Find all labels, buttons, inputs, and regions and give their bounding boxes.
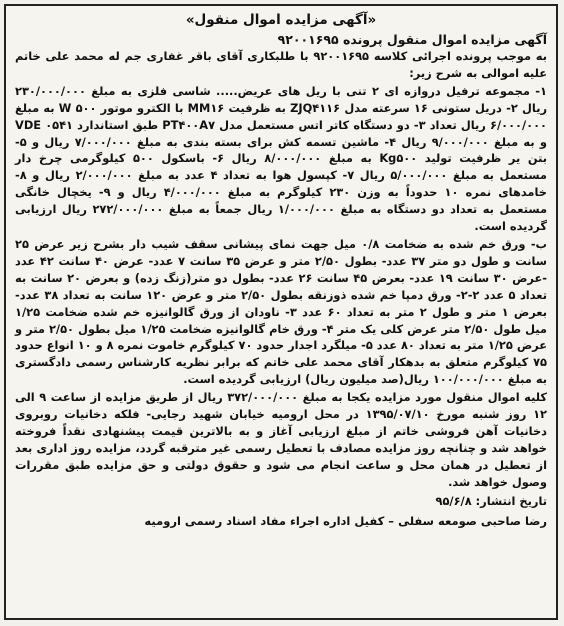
intro-paragraph: به موجب پرونده اجرائی کلاسه ۹۲۰۰۱۶۹۵ با طلبکاری آقای باقر غفاری جم له محمد علی خاتم علیه اموالی به شرح زیر: <box>15 49 547 80</box>
section-1-paragraph: ۱- مجموعه ترفیل دروازه ای ۲ تنی با ریل های عریض..... شاسی فلزی به مبلغ ۲۳۰/۰۰۰/۰۰۰ ریال ۲- دریل ستونی ۱۶ سرعته مدل ZJQ۴۱۱۶ به ظرفیت MM۱۶ با الکترو موتور ۵۰۰ W به مبلغ ۶/۰۰۰/۰۰۰ ریال تعداد ۳- دو دستگاه کاتر اتس مستعمل مدل PT۴۰۰A۷ طبق استاندارد VDE ۰۵۴۱ و به مبلغ ۹/۰۰۰/۰۰۰ ریال ۴- ماشین تسمه کش برای بسته بندی به مبلغ ۷/۰۰۰/۰۰۰ ریال و ۵- بتن یر ظرفیت تولید Kg۵۰۰ به مبلغ ۸/۰۰۰/۰۰۰ ریال ۶- باسکول ۵۰۰ کیلوگرمی چرخ دار مستعمل به مبلغ ۵/۰۰۰/۰۰۰ ریال ۷- کپسول هوا به تعداد ۴ عدد به مبلغ ۲/۰۰۰/۰۰۰ ریال و ۸- خامدهای نمره ۱۰ حدوداً به وزن ۲۳۰ کیلوگرم به مبلغ ۴/۰۰۰/۰۰۰ ریال و ۹- یخچال خانگی مستعمل به تعداد دو دستگاه به مبلغ ۱/۰۰۰/۰۰۰ ریال جمعاً به مبلغ ۲۷۲/۰۰۰/۰۰۰ ریال ارزیابی گردیده است. <box>15 83 548 234</box>
section-b-paragraph: ب- ورق خم شده به ضخامت ۰/۸ میل جهت نمای پیشانی سقف شیب دار بشرح زیر عرض ۲۵ سانت و طول دو متر ۳۷ عدد- بطول ۲/۵۰ متر و عرض ۳۵ سانت ۷ عدد- عرض ۴۰ سانت ۴۲ عدد -عرض ۳۰ سانت ۱۹ عدد- بعرض ۴۵ سانت ۲۶ عدد- بطول دو متر(زنگ زده) و بعرض ۲۰ سانت به تعداد ۵ عدد ۲-۲- ورق دمپا خم شده ذوزنقه بطول ۲/۵۰ متر و عرض ۱۲۰ سانت به تعداد ۳۸ عدد- بعرض ۱ متر و طول ۲ متر به تعداد ۶۰ عدد ۳- ناودان از ورق گالوانیزه خم شده ضخامت ۱/۲۵ میل طول ۲/۵۰ متر عرض کلی یک متر ۴- ورق خام گالوانیزه ضخامت ۱/۲۵ میل بطول ۲/۵۰ متر و عرض ۱/۲۵ متر به تعداد ۸۰ عدد ۵- میلگرد اجدار حدود ۷۰ کیلوگرم خاموت نمره ۸ و ۱۰ انواع حدود ۷۵ کیلوگرم متعلق به بدهکار آقای محمد علی خاتم که برابر نظریه کارشناس رسمی دادگستری به مبلغ ۱۰۰/۰۰۰/۰۰۰ ریال(صد میلیون ریال) ارزیابی گردیده است. <box>15 236 548 387</box>
notice-title: «آگهی مزایده اموال منقول» <box>185 12 377 28</box>
publish-date: تاریخ انتشار: ۹۵/۶/۸ <box>435 493 547 508</box>
case-number-line: آگهی مزایده اموال منقول پرونده ۹۲۰۰۱۶۹۵ <box>277 32 547 47</box>
auction-details-paragraph: کلیه اموال منقول مورد مزایده یکجا به مبلغ ۳۷۲/۰۰۰/۰۰۰ ریال از طریق مزایده از ساعت ۹ الی ۱۲ روز شنبه مورخ ۱۳۹۵/۰۷/۱۰ در محل ارومیه خیابان شهید رجایی- فلکه دخانیات روبروی دخانیات آهن فروشی خاتم از مبلغ ارزیابی آغاز و به بالاترین قیمت پیشنهادی نقداً فروخته خواهد شد و چنانچه روز مزایده مصادف با تعطیل رسمی غیر مترقبه گردد، مزایده روز اداری بعد از تعطیل در همان محل و ساعت انجام می شود و حقوق دولتی و حق مزایده طبق مقررات وصول خواهد شد. <box>15 390 547 489</box>
signature-line: رضا صاحبی صومعه سفلی – کفیل اداره اجراء مفاد اسناد رسمی ارومیه <box>144 514 547 529</box>
auction-notice <box>4 4 558 620</box>
